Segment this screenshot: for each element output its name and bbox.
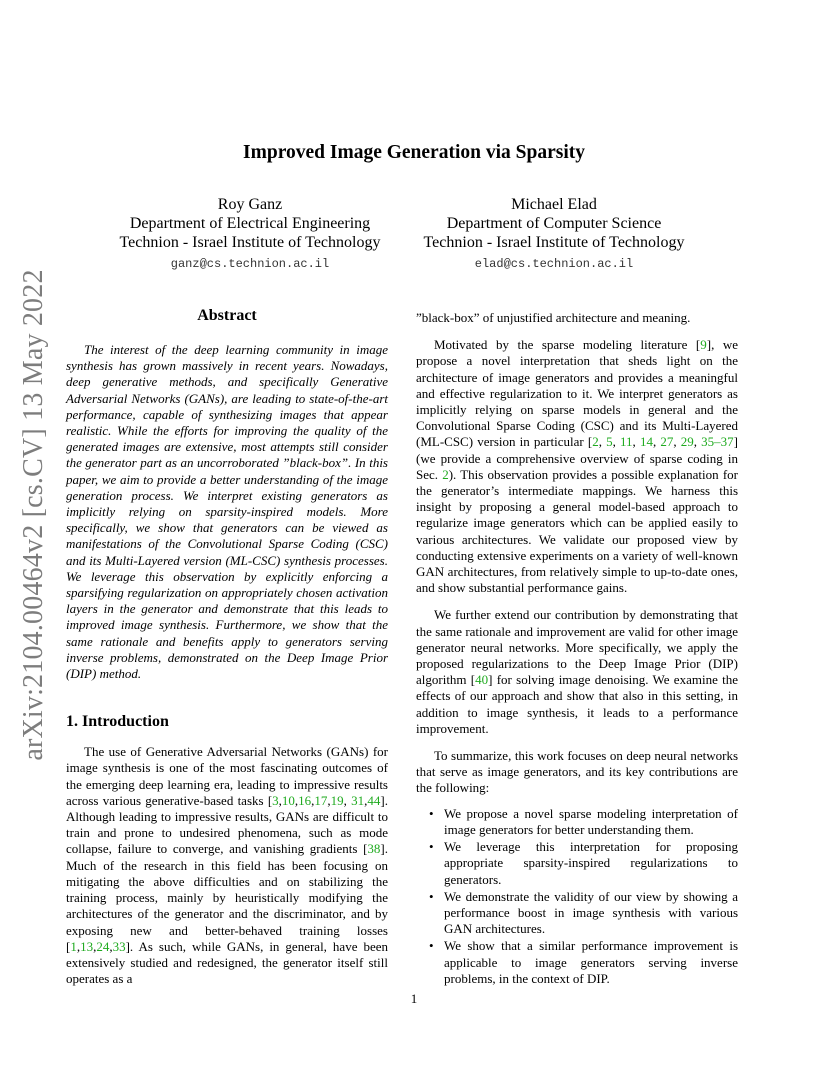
list-item: • We propose a novel sparse modeling interpretation of image generators for better understanding them. — [416, 806, 738, 838]
page-number: 1 — [410, 991, 418, 1006]
right-column — [416, 310, 738, 988]
citation-link[interactable]: 31 — [351, 792, 365, 808]
author-dept: Department of Electrical Engineering — [129, 215, 371, 232]
citation-link[interactable]: 10 — [281, 792, 295, 808]
contributions-list — [416, 806, 738, 987]
abstract-heading: Abstract — [197, 307, 257, 324]
citation-link[interactable]: 5 — [606, 434, 613, 450]
author-block-1 — [90, 195, 410, 274]
author-name: Michael Elad — [511, 196, 597, 213]
list-item: • We leverage this interpretation for proposing appropriate sparsity-inspired regularizations to generators. — [416, 839, 738, 888]
continued-text: ”black-box” of unjustified architecture and meaning. — [416, 310, 691, 325]
citation-link[interactable]: 14 — [639, 434, 653, 450]
introduction-paragraph: The use of Generative Adversarial Networks (GANs) for image synthesis is one of the most fascinating outcomes of the emerging deep learning era, leading to impressive results across various generative-based tasks [3,10,16,17,19, 31,44]. Although leading to impressive results, GANs are difficult to train and prone to undesired phenomena, such as mode collapse, failure to converge, and vanishing gradients [38]. Much of the research in this field has been focusing on mitigating the above difficulties and on stabilizing the training process, mainly by heuristically modifying the architectures of the generator and the discriminator, and by exposing new and better-behaved training losses [1,13,24,33]. As such, while GANs, in general, have been extensively studied and redesigned, the generator itself still operates as a — [66, 744, 388, 987]
citation-link[interactable]: 16 — [298, 792, 312, 808]
citation-link[interactable]: 9 — [700, 337, 707, 353]
citation-link[interactable]: 33 — [112, 938, 126, 954]
arxiv-side-label: arXiv:2104.00464v2 [cs.CV] 13 May 2022 — [18, 269, 49, 761]
author-block-2 — [414, 195, 694, 274]
introduction-heading: 1. Introduction — [66, 713, 169, 731]
citation-link[interactable]: 35–37 — [701, 434, 734, 450]
list-item: • We show that a similar performance improvement is applicable to image generators serving inverse problems, in the context of DIP. — [416, 938, 738, 987]
citation-link[interactable]: 44 — [367, 792, 381, 808]
author-email[interactable]: ganz@cs.technion.ac.il — [170, 257, 330, 271]
section-link[interactable]: 2 — [442, 466, 449, 482]
citation-link[interactable]: 29 — [680, 434, 694, 450]
motivation-paragraph: Motivated by the sparse modeling literature [9], we propose a novel interpretation that sheds light on the architecture of image generators and provides a meaningful and effective regularization to it. We interpret generators as implicitly relying on sparse models in general and the Convolutional Sparse Coding (CSC) and its Multi-Layered (ML-CSC) version in particular [2, 5, 11, 14, 27, 29, 35–37] (we provide a comprehensive overview of sparse coding in Sec. 2). This observation provides a possible explanation for the generator’s intermediate mappings. We harness this insight by proposing a general model-based approach to regularize image generators which can be applied easily to various architectures. We validate our proposed view by conducting extensive experiments on a variety of well-known GAN architectures, from relatively simple to up-to-date ones, and show substantial performance gains. — [416, 337, 739, 596]
citation-link[interactable]: 11 — [620, 434, 633, 450]
list-item: • We demonstrate the validity of our view by showing a performance boost in image synthesis with various GAN architectures. — [416, 889, 738, 938]
citation-link[interactable]: 40 — [475, 672, 489, 688]
author-inst: Technion - Israel Institute of Technology — [119, 234, 381, 251]
extension-paragraph: We further extend our contribution by demonstrating that the same rationale and improvement are valid for other image generator neural networks. More specifically, we apply the proposed regularizations to the Deep Image Prior (DIP) algorithm [40] for solving image denoising. We examine the effects of our approach and show that also in this setting, in addition to image synthesis, it leads to a performance improvement. — [416, 607, 738, 736]
citation-link[interactable]: 1 — [70, 938, 77, 954]
author-email[interactable]: elad@cs.technion.ac.il — [474, 257, 634, 271]
citation-link[interactable]: 2 — [592, 434, 599, 450]
author-inst: Technion - Israel Institute of Technology — [423, 234, 685, 251]
paper-title: Improved Image Generation via Sparsity — [243, 142, 585, 163]
citation-link[interactable]: 27 — [660, 434, 674, 450]
summary-paragraph: To summarize, this work focuses on deep neural networks that serve as image generators, and its key contributions are the following: — [416, 748, 738, 796]
citation-link[interactable]: 17 — [314, 792, 328, 808]
left-column — [66, 307, 388, 987]
citation-link[interactable]: 24 — [96, 938, 110, 954]
citation-link[interactable]: 3 — [272, 792, 279, 808]
citation-link[interactable]: 13 — [80, 938, 94, 954]
author-dept: Department of Computer Science — [446, 215, 662, 232]
citation-link[interactable]: 38 — [367, 841, 381, 857]
author-name: Roy Ganz — [217, 196, 283, 213]
citation-link[interactable]: 19 — [330, 792, 344, 808]
abstract-text: The interest of the deep learning community in image synthesis has grown massively in recent years. Nowadays, deep generative methods, and specifically Generative Adversarial Networks (GANs), are leading to state-of-the-art performance, capable of synthesizing images that appear realistic. While the efforts for improving the quality of the generated images are extensive, most attempts still consider the generator part as an uncorroborated ”black-box”. In this paper, we aim to provide a better understanding of the image generation process. We interpret existing generators as implicitly relying on sparsity-inspired models. More specifically, we show that generators can be viewed as manifestations of the Convolutional Sparse Coding (CSC) and its Multi-Layered version (ML-CSC) synthesis processes. We leverage this observation by explicitly enforcing a sparsifying regularization on appropriately chosen activation layers in the generator and demonstrate that this leads to improved image synthesis. Furthermore, we show that the same rationale and benefits apply to generators serving inverse problems, demonstrated on the Deep Image Prior (DIP) method. — [66, 342, 388, 682]
